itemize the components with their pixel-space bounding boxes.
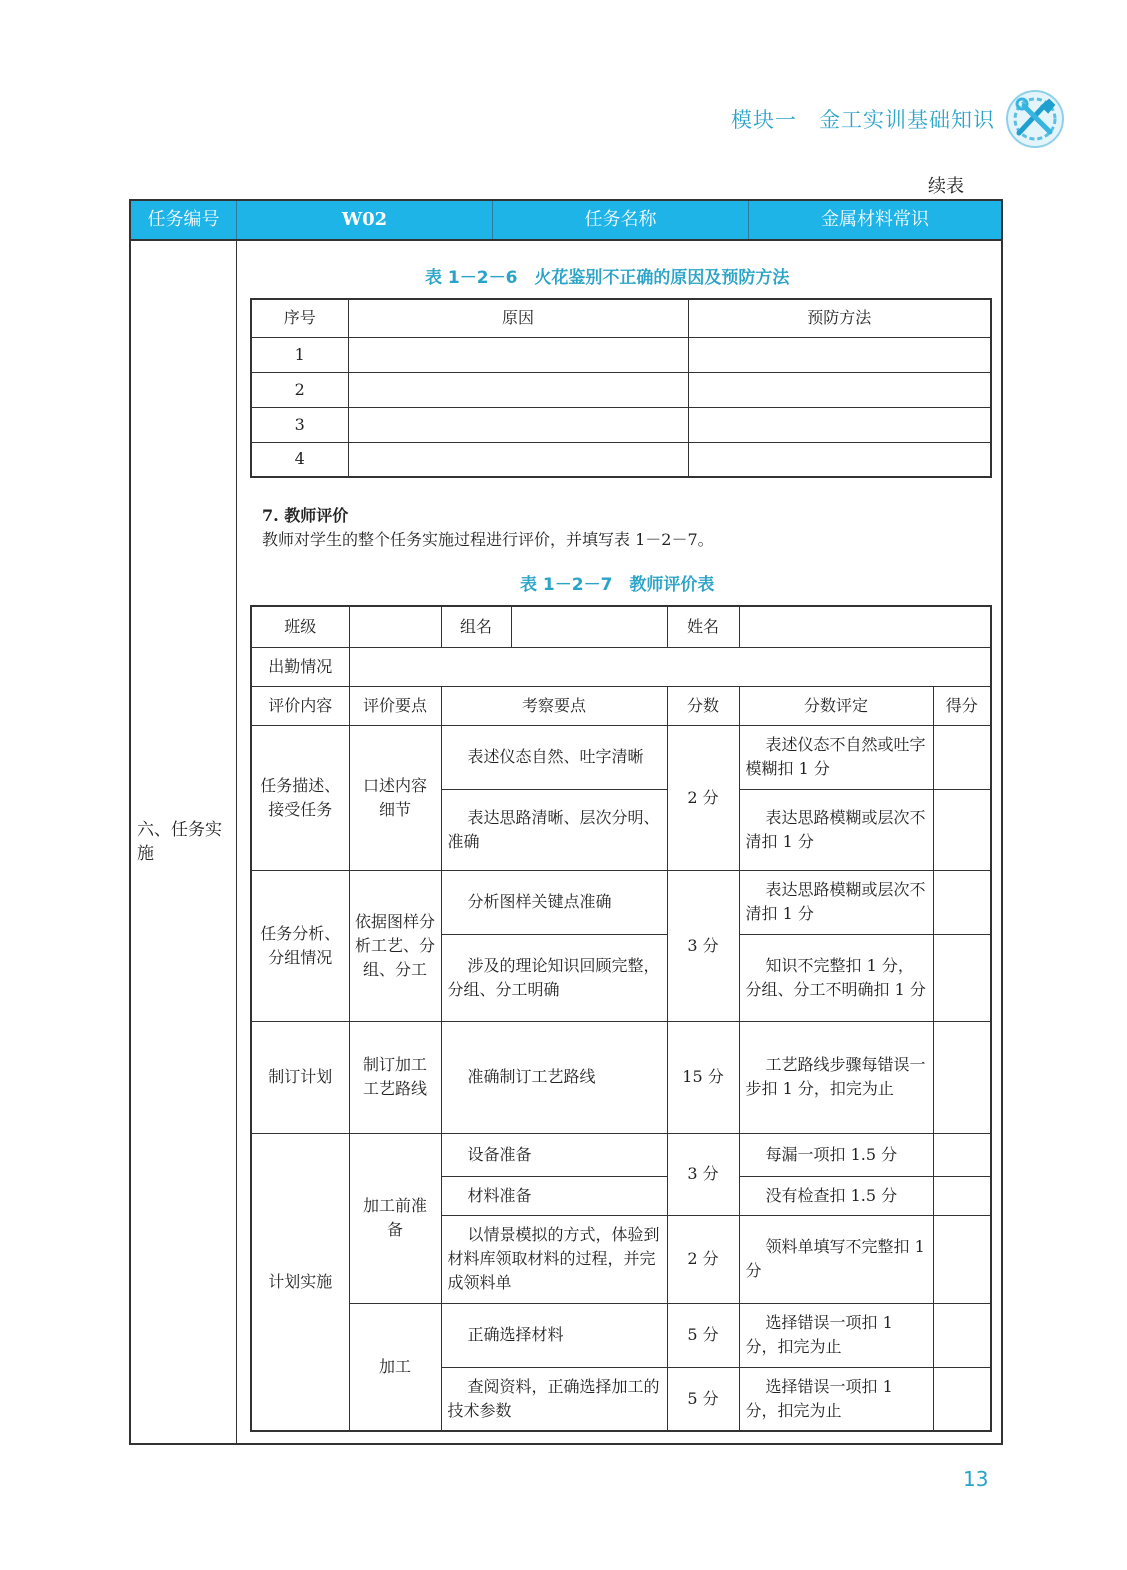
table-cell: 5 分 (667, 1303, 739, 1367)
table-cell: 2 (251, 372, 348, 407)
table-cell: 领料单填写不完整扣 1 分 (739, 1215, 933, 1303)
table-header-cell: 分数 (667, 686, 739, 725)
table-cell (933, 934, 991, 1021)
table-cell: 选择错误一项扣 1 分，扣完为止 (739, 1367, 933, 1431)
teacher-eval-table (250, 605, 992, 1432)
table-cell (933, 1133, 991, 1176)
table-cell: 4 (251, 442, 348, 477)
table-cell: 2 分 (667, 725, 739, 870)
table-cell (933, 1215, 991, 1303)
table-cell (348, 442, 688, 477)
table-cell (933, 725, 991, 789)
table-cell: 以情景模拟的方式，体验到材料库领取材料的过程，并完成领料单 (441, 1215, 667, 1303)
table-cell: 出勤情况 (251, 647, 349, 686)
table-cell: 3 分 (667, 1133, 739, 1215)
table-cell: 分析图样关键点准确 (441, 870, 667, 934)
module-label: 模块一 (731, 108, 797, 132)
table-cell (688, 407, 991, 442)
task-id-label: 任务编号 (147, 209, 220, 230)
table-cell: 表达思路模糊或层次不清扣 1 分 (739, 870, 933, 934)
table-header-cell: 序号 (251, 299, 348, 337)
table-cell: 1 (251, 337, 348, 372)
table-header-cell: 考察要点 (441, 686, 667, 725)
table-cell: 每漏一项扣 1.5 分 (739, 1133, 933, 1176)
section-label: 六、任务实施 (137, 820, 222, 864)
table-cell: 表达思路模糊或层次不清扣 1 分 (739, 789, 933, 870)
table-cell: 口述内容细节 (349, 725, 441, 870)
table-cell: 表述仪态不自然或吐字模糊扣 1 分 (739, 725, 933, 789)
table-caption: 表 1－2－7 教师评价表 (520, 575, 715, 595)
table-cell: 工艺路线步骤每错误一步扣 1 分，扣完为止 (739, 1021, 933, 1133)
task-name-value: 金属材料常识 (821, 209, 929, 230)
table-cell: 正确选择材料 (441, 1303, 667, 1367)
table-cell: 设备准备 (441, 1133, 667, 1176)
table-cell: 知识不完整扣 1 分，分组、分工不明确扣 1 分 (739, 934, 933, 1021)
task-id-value: W02 (341, 209, 388, 230)
table-cell (688, 372, 991, 407)
table-cell: 5 分 (667, 1367, 739, 1431)
table-header-cell: 评价要点 (349, 686, 441, 725)
page-number: 13 (963, 1467, 989, 1491)
table-cell: 没有检查扣 1.5 分 (739, 1176, 933, 1215)
table-cell: 3 (251, 407, 348, 442)
table-cell (739, 606, 991, 647)
table-cell: 加工 (349, 1303, 441, 1431)
table-cell (688, 442, 991, 477)
table-cell (348, 372, 688, 407)
table-cell (933, 1303, 991, 1367)
table-cell (349, 647, 991, 686)
table-cell: 依据图样分析工艺、分组、分工 (349, 870, 441, 1021)
table-cell: 组名 (441, 606, 511, 647)
table-cell: 查阅资料，正确选择加工的技术参数 (441, 1367, 667, 1431)
table-cell: 材料准备 (441, 1176, 667, 1215)
table-cell: 表达思路清晰、层次分明、准确 (441, 789, 667, 870)
wrench-gear-icon (1004, 88, 1066, 150)
chapter-title: 金工实训基础知识 (819, 108, 995, 132)
table-cell (933, 1176, 991, 1215)
task-bar (131, 201, 1001, 239)
table-cell (349, 606, 441, 647)
table-cell (348, 407, 688, 442)
table-cell: 15 分 (667, 1021, 739, 1133)
table-cell (688, 337, 991, 372)
table-header-cell: 得分 (933, 686, 991, 725)
table-cell: 姓名 (667, 606, 739, 647)
table-header-cell: 预防方法 (688, 299, 991, 337)
table-caption: 表 1－2－6 火花鉴别不正确的原因及预防方法 (425, 268, 790, 288)
table-cell (933, 789, 991, 870)
table-cell: 计划实施 (251, 1133, 349, 1431)
table-cell: 任务分析、分组情况 (251, 870, 349, 1021)
table-cell (933, 1367, 991, 1431)
table-cell: 加工前准备 (349, 1133, 441, 1303)
table-cell: 选择错误一项扣 1 分，扣完为止 (739, 1303, 933, 1367)
table-cell (933, 1021, 991, 1133)
table-cell (511, 606, 667, 647)
table-header-cell: 分数评定 (739, 686, 933, 725)
table-cell: 准确制订工艺路线 (441, 1021, 667, 1133)
task-name-label: 任务名称 (584, 209, 657, 230)
table-header-cell: 评价内容 (251, 686, 349, 725)
spark-table (250, 298, 992, 478)
table-cell: 3 分 (667, 870, 739, 1021)
table-cell: 班级 (251, 606, 349, 647)
table-cell: 制订加工工艺路线 (349, 1021, 441, 1133)
table-cell (348, 337, 688, 372)
table-cell: 2 分 (667, 1215, 739, 1303)
paragraph: 教师对学生的整个任务实施过程进行评价，并填写表 1－2－7。 (262, 530, 714, 549)
divider (131, 239, 1001, 241)
table-cell: 任务描述、接受任务 (251, 725, 349, 870)
table-header-cell: 原因 (348, 299, 688, 337)
table-cell: 表述仪态自然、吐字清晰 (441, 725, 667, 789)
table-cell (933, 870, 991, 934)
table-cell: 制订计划 (251, 1021, 349, 1133)
table-cell: 涉及的理论知识回顾完整，分组、分工明确 (441, 934, 667, 1021)
divider (236, 239, 237, 1444)
running-header (731, 104, 995, 134)
section-heading: 7. 教师评价 (262, 506, 349, 525)
continued-label: 续表 (928, 176, 964, 197)
